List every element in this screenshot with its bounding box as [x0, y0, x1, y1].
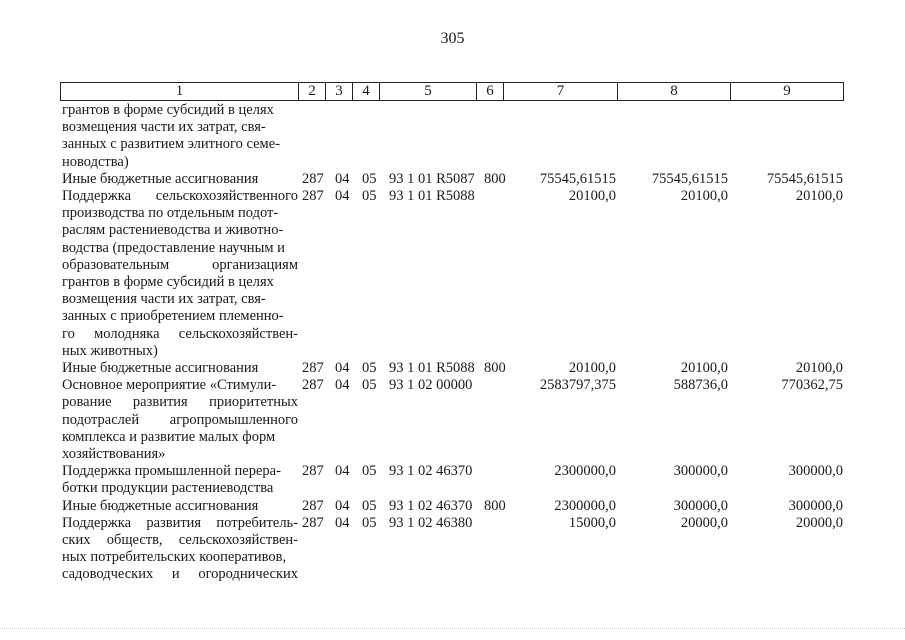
- cell-target-article: 93 1 02 46370: [389, 497, 473, 514]
- cell-amount-col9: 20100,0: [795, 360, 843, 376]
- cell-subsection: 05: [362, 463, 377, 480]
- cell-subsection: 05: [362, 170, 377, 187]
- row-name-line: го молодняка сельскохозяйствен-: [62, 325, 298, 342]
- cell-target-article: 93 1 01 R5088: [389, 360, 475, 376]
- header-col-1: 1: [61, 83, 299, 101]
- cell-grbs: 287: [302, 463, 324, 480]
- cell-target-article: 93 1 02 00000: [389, 377, 473, 394]
- row-name: [62, 377, 298, 463]
- cell-amount-col7: 2300000,0: [554, 463, 616, 480]
- row-name-line: ных животных): [62, 342, 158, 359]
- row-name-line: раслям растениеводства и животно-: [62, 222, 284, 239]
- row-name-line: ских обществ, сельскохозяйствен-: [62, 531, 298, 548]
- cell-amount-col8: 20100,0: [680, 188, 728, 204]
- row-name-line: Поддержка сельскохозяйственного: [62, 188, 298, 204]
- header-col-2: 2: [299, 83, 326, 101]
- cell-amount-col7: 20100,0: [568, 360, 616, 376]
- row-name-line: подотраслей агропромышленного: [62, 411, 298, 428]
- cell-grbs: 287: [302, 497, 324, 514]
- row-name-line: образовательным организациям: [62, 256, 298, 273]
- row-name-line: Поддержка развития потребитель-: [62, 514, 298, 531]
- row-name-line: занных с приобретением племенно-: [62, 308, 284, 325]
- page-bottom-edge: [0, 628, 905, 633]
- row-name-line: новодства): [62, 153, 129, 170]
- row-name-line: Иные бюджетные ассигнования: [62, 497, 259, 514]
- cell-amount-col9: 300000,0: [788, 497, 843, 514]
- cell-grbs: 287: [302, 514, 324, 531]
- cell-expense-type: 800: [484, 497, 506, 514]
- cell-amount-col7: 20100,0: [568, 188, 616, 204]
- cell-subsection: 05: [362, 188, 377, 204]
- cell-section: 04: [335, 188, 350, 204]
- row-name-line: рование развития приоритетных: [62, 394, 298, 411]
- cell-amount-col9: 20000,0: [795, 514, 843, 531]
- cell-amount-col9: 770362,75: [781, 377, 843, 394]
- row-name: [62, 498, 298, 515]
- cell-amount-col8: 75545,61515: [651, 170, 728, 187]
- cell-target-article: 93 1 02 46380: [389, 514, 473, 531]
- row-name: [62, 102, 298, 171]
- cell-amount-col8: 300000,0: [673, 497, 728, 514]
- row-name: [62, 463, 298, 497]
- cell-amount-col8: 300000,0: [673, 463, 728, 480]
- header-col-6: 6: [477, 83, 504, 101]
- header-col-7: 7: [504, 83, 618, 101]
- cell-grbs: 287: [302, 360, 324, 376]
- cell-subsection: 05: [362, 514, 377, 531]
- cell-grbs: 287: [302, 170, 324, 187]
- cell-amount-col7: 2583797,375: [539, 377, 616, 394]
- cell-grbs: 287: [302, 377, 324, 394]
- cell-amount-col7: 15000,0: [568, 514, 616, 531]
- row-name-line: Основное мероприятие «Стимули-: [62, 377, 277, 394]
- header-col-9: 9: [731, 83, 844, 101]
- cell-amount-col7: 75545,61515: [539, 170, 616, 187]
- cell-amount-col7: 2300000,0: [554, 497, 616, 514]
- header-col-3: 3: [326, 83, 353, 101]
- row-name-line: возмещения части их затрат, свя-: [62, 291, 266, 308]
- cell-target-article: 93 1 01 R5087: [389, 170, 475, 187]
- row-name-line: производства по отдельным подот-: [62, 205, 279, 222]
- row-name-line: Иные бюджетные ассигнования: [62, 360, 259, 376]
- header-col-8: 8: [618, 83, 731, 101]
- row-name-line: грантов в форме субсидий в целях: [62, 102, 274, 118]
- row-name-line: ных потребительских кооперативов,: [62, 549, 287, 566]
- cell-section: 04: [335, 170, 350, 187]
- cell-section: 04: [335, 514, 350, 531]
- cell-amount-col9: 75545,61515: [766, 170, 843, 187]
- row-name-line: ботки продукции растениеводства: [62, 480, 274, 497]
- row-name-line: возмещения части их затрат, свя-: [62, 119, 266, 136]
- cell-amount-col8: 20000,0: [680, 514, 728, 531]
- cell-section: 04: [335, 377, 350, 394]
- cell-subsection: 05: [362, 360, 377, 376]
- cell-expense-type: 800: [484, 360, 506, 376]
- cell-subsection: 05: [362, 377, 377, 394]
- cell-amount-col9: 300000,0: [788, 463, 843, 480]
- cell-target-article: 93 1 01 R5088: [389, 188, 475, 204]
- row-name: [62, 515, 298, 584]
- row-name-line: Поддержка промышленной перера-: [62, 463, 281, 480]
- header-col-4: 4: [353, 83, 380, 101]
- header-col-5: 5: [380, 83, 477, 101]
- page-number: 305: [440, 30, 465, 47]
- row-name: [62, 188, 298, 360]
- cell-amount-col9: 20100,0: [795, 188, 843, 204]
- row-name: [62, 360, 298, 377]
- cell-amount-col8: 20100,0: [680, 360, 728, 376]
- cell-expense-type: 800: [484, 170, 506, 187]
- row-name-line: комплекса и развитие малых форм: [62, 428, 276, 445]
- cell-subsection: 05: [362, 497, 377, 514]
- row-name-line: водства (предоставление научным и: [62, 239, 285, 256]
- cell-grbs: 287: [302, 188, 324, 204]
- cell-target-article: 93 1 02 46370: [389, 463, 473, 480]
- cell-section: 04: [335, 360, 350, 376]
- row-name-line: хозяйствования»: [62, 445, 166, 462]
- row-name-line: грантов в форме субсидий в целях: [62, 273, 274, 290]
- row-name: [62, 171, 298, 188]
- row-name-line: занных с развитием элитного семе-: [62, 136, 280, 153]
- row-name-line: Иные бюджетные ассигнования: [62, 170, 259, 187]
- cell-section: 04: [335, 463, 350, 480]
- cell-section: 04: [335, 497, 350, 514]
- row-name-line: садоводческих и огороднических: [62, 566, 298, 583]
- cell-amount-col8: 588736,0: [673, 377, 728, 394]
